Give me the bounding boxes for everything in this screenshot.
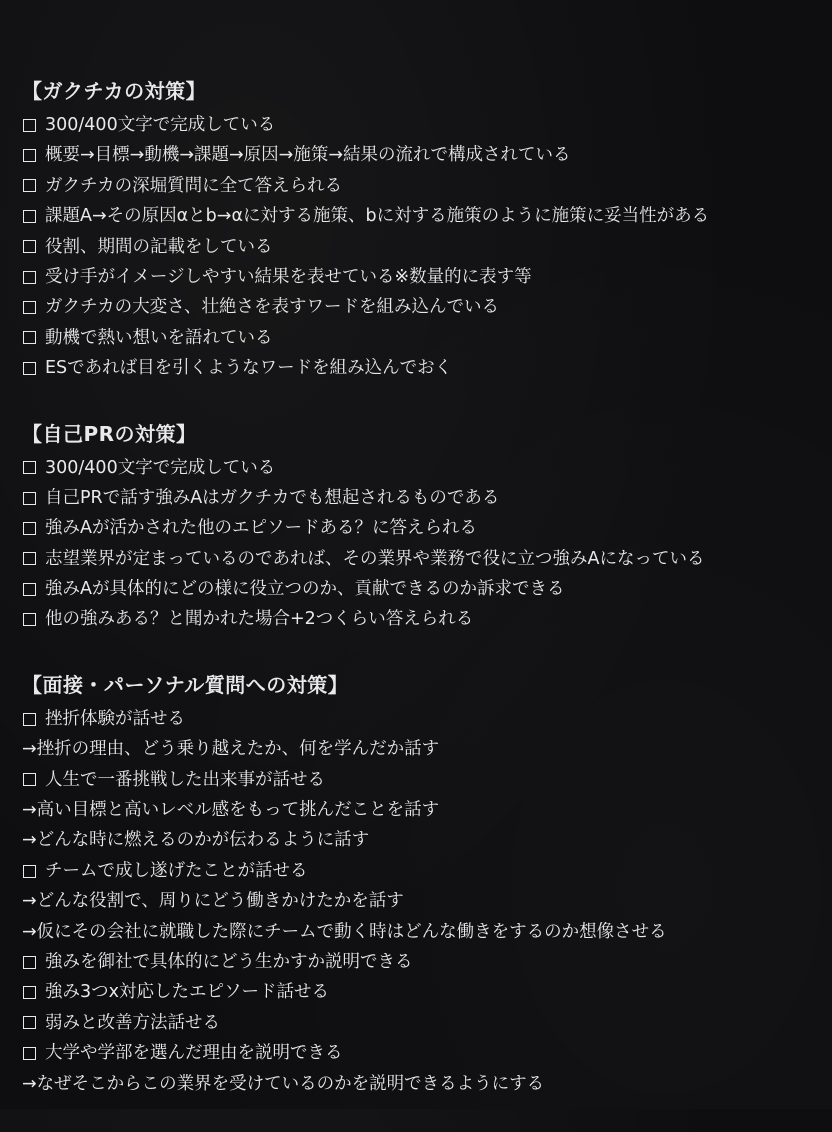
checklist-item (22, 110, 822, 140)
checkbox-icon[interactable] (23, 986, 36, 999)
checklist-item (22, 947, 822, 977)
checkbox-icon[interactable] (23, 613, 36, 626)
checkbox-icon[interactable] (23, 271, 36, 284)
checklist-item (22, 171, 822, 201)
checklist-item-text: 弱みと改善方法話せる (45, 1012, 220, 1033)
checklist-item (22, 262, 822, 292)
checklist-item (22, 856, 822, 886)
checklist-item (22, 574, 822, 604)
checkbox-icon[interactable] (23, 331, 36, 344)
checklist-item-text: 自己PRで話す強みAはガクチカでも想起されるものである (45, 487, 500, 508)
checkbox-icon[interactable] (23, 865, 36, 878)
checkbox-icon[interactable] (23, 149, 36, 162)
checklist-item-text: 挫折体験が話せる (45, 708, 185, 729)
arrow-note (22, 1069, 822, 1099)
arrow-note (22, 917, 822, 947)
checklist-item (22, 292, 822, 322)
checklist-item (22, 483, 822, 513)
checkbox-icon[interactable] (23, 1047, 36, 1060)
checklist-item-text: 強みAが具体的にどの様に役立つのか、貢献できるのか訴求できる (45, 579, 565, 600)
checklist-item-text: 大学や学部を選んだ理由を説明できる (45, 1043, 343, 1064)
checklist-item-text: 志望業界が定まっているのであれば、その業界や業務で役に立つ強みAになっている (45, 548, 705, 569)
checklist-item (22, 1008, 822, 1038)
checklist-item (22, 201, 822, 231)
checklist-item-text: 強み3つx対応したエピソード話せる (45, 982, 329, 1003)
checklist-item-text: 300/400文字で完成している (45, 457, 276, 478)
checklist-item-text: ガクチカの深堀質問に全て答えられる (45, 175, 343, 196)
checkbox-icon[interactable] (23, 119, 36, 132)
arrow-note-text: →どんな役割で、周りにどう働きかけたかを話す (22, 891, 404, 912)
checklist-item (22, 232, 822, 262)
checklist-item-text: 動機で熱い想いを語れている (45, 327, 273, 348)
checklist-item (22, 1038, 822, 1068)
arrow-note-text: →仮にその会社に就職した際にチームで動く時はどんな働きをするのか想像させる (22, 921, 667, 942)
checkbox-icon[interactable] (23, 713, 36, 726)
arrow-note (22, 734, 822, 764)
section-title: 【自己PRの対策】 (22, 421, 197, 446)
checkbox-icon[interactable] (23, 461, 36, 474)
checkbox-icon[interactable] (23, 362, 36, 375)
checkbox-icon[interactable] (23, 583, 36, 596)
checklist-item (22, 140, 822, 170)
section-interview (22, 668, 822, 1099)
arrow-note-text: →どんな時に燃えるのかが伝わるように話す (22, 830, 370, 851)
checklist-item-text: 受け手がイメージしやすい結果を表せている※数量的に表す等 (45, 266, 532, 287)
section-title: 【面接・パーソナル質問への対策】 (22, 672, 349, 697)
checklist-item (22, 353, 822, 383)
arrow-note-text: →挫折の理由、どう乗り越えたか、何を学んだか話す (22, 739, 440, 760)
checkbox-icon[interactable] (23, 210, 36, 223)
checkbox-icon[interactable] (23, 240, 36, 253)
checklist-item-text: 概要→目標→動機→課題→原因→施策→結果の流れで構成されている (45, 145, 571, 166)
checklist-item-text: ガクチカの大変さ、壮絶さを表すワードを組み込んでいる (45, 297, 499, 318)
arrow-note-text: →高い目標と高いレベル感をもって挑んだことを話す (22, 800, 440, 821)
checkbox-icon[interactable] (23, 522, 36, 535)
arrow-note (22, 825, 822, 855)
checklist-item-text: 役割、期間の記載をしている (45, 236, 273, 257)
arrow-note-text: →なぜそこからこの業界を受けているのかを説明できるようにする (22, 1073, 545, 1094)
checkbox-icon[interactable] (23, 552, 36, 565)
checklist-item-text: 強みを御社で具体的にどう生かすか説明できる (45, 951, 413, 972)
checklist-item-text: 300/400文字で完成している (45, 115, 276, 135)
checkbox-icon[interactable] (23, 956, 36, 969)
checklist-item (22, 977, 822, 1007)
checklist-item (22, 604, 822, 634)
checklist-item-text: チームで成し遂げたことが話せる (45, 860, 308, 881)
checklist-item (22, 453, 822, 483)
arrow-note (22, 886, 822, 916)
section-title: 【ガクチカの対策】 (22, 79, 207, 103)
checkbox-icon[interactable] (23, 179, 36, 192)
checklist-item (22, 704, 822, 734)
checklist-item (22, 544, 822, 574)
checklist-item-text: 強みAが活かされた他のエピソードある？に答えられる (45, 518, 477, 539)
checkbox-icon[interactable] (23, 1016, 36, 1029)
checklist-item-text: 人生で一番挑戦した出来事が話せる (45, 769, 325, 790)
checklist-item-text: 他の強みある？と聞かれた場合+2つくらい答えられる (45, 609, 474, 630)
note-content (22, 74, 822, 1132)
checklist-item (22, 765, 822, 795)
checklist-item (22, 323, 822, 353)
arrow-note (22, 795, 822, 825)
checklist-item-text: 課題A→その原因αとb→αに対する施策、bに対する施策のように施策に妥当性がある (45, 206, 710, 227)
checkbox-icon[interactable] (23, 492, 36, 505)
section-gakuchika (22, 74, 822, 384)
checkbox-icon[interactable] (23, 301, 36, 314)
checklist-item-text: ESであれば目を引くようなワードを組み込んでおく (45, 358, 453, 379)
section-self-pr (22, 417, 822, 635)
checklist-item (22, 513, 822, 543)
checkbox-icon[interactable] (23, 773, 36, 786)
